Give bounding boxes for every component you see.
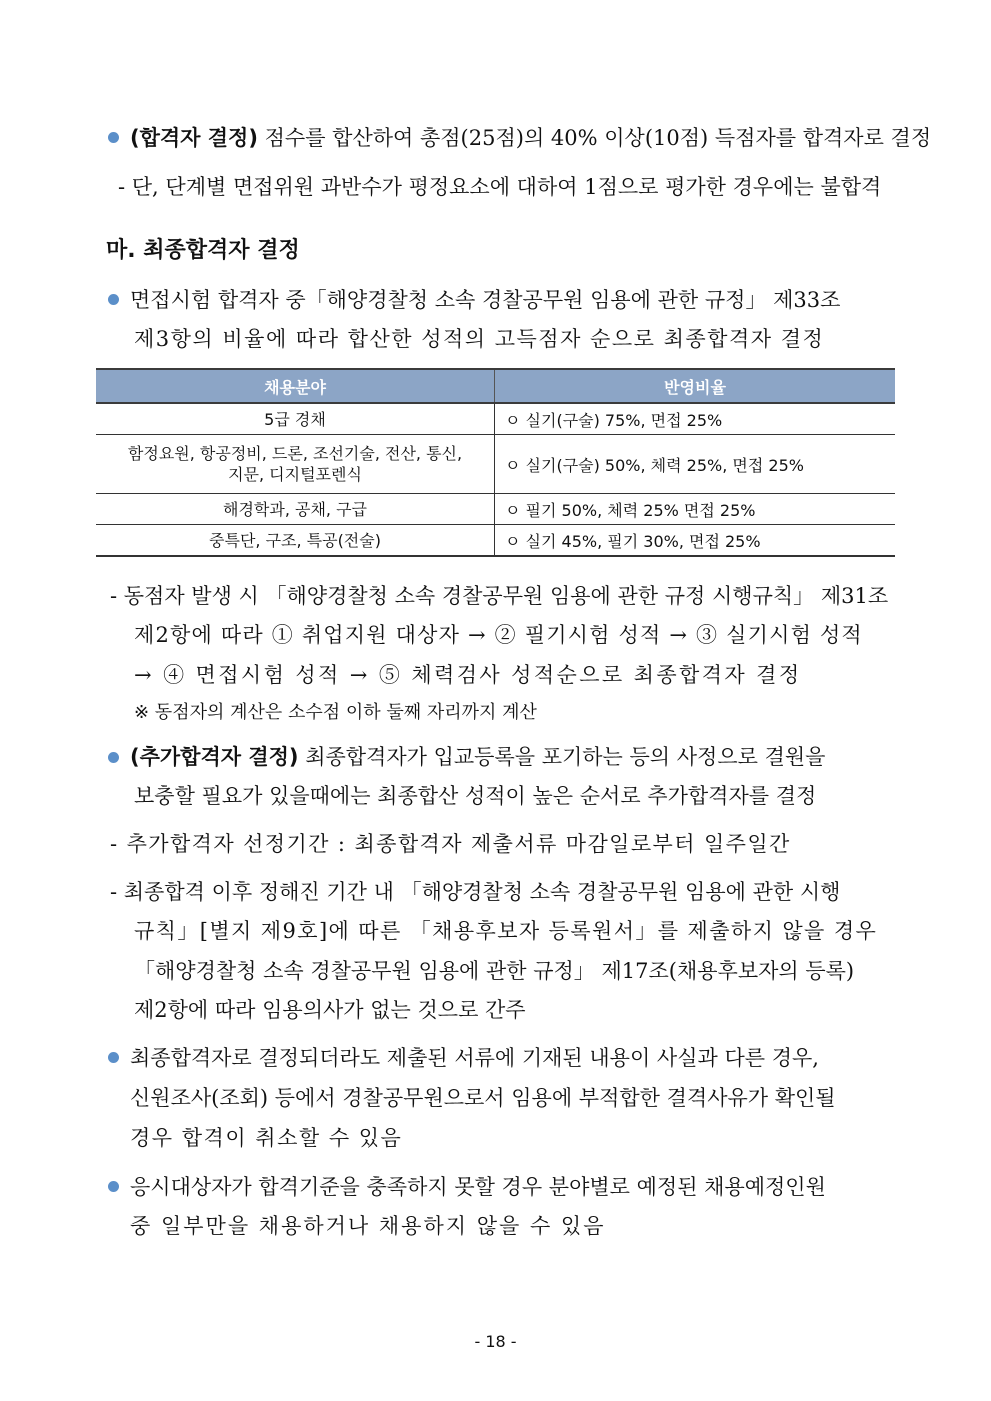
sub-item-registration-line4: 제2항에 따라 임용의사가 없는 것으로 간주: [134, 998, 526, 1022]
table-cell-field-line: 지문, 디지털포렌식: [228, 465, 362, 484]
paragraph-label: (추가합격자 결정): [130, 745, 299, 769]
page-number: - 18 -: [474, 1332, 517, 1351]
paragraph-final-line2: 제3항의 비율에 따라 합산한 성적의 고득점자 순으로 최종합격자 결정: [134, 327, 825, 351]
table-cell-ratio: ㅇ 실기(구술) 75%, 면접 25%: [495, 403, 896, 435]
sub-item-registration-line3: 「해양경찰청 소속 경찰공무원 임용에 관한 규정」 제17조(채용후보자의 등록): [134, 959, 855, 983]
table-row: [96, 403, 895, 435]
paragraph-partial-hiring-line1: 응시대상자가 합격기준을 충족하지 못할 경우 분야별로 예정된 채용예정인원: [130, 1175, 826, 1199]
paragraph-disqualification-line2: 신원조사(조회) 등에서 경찰공무원으로서 임용에 부적합한 결격사유가 확인될: [130, 1086, 836, 1110]
tie-rule-line3: → ④ 면접시험 성적 → ⑤ 체력검사 성적순으로 최종합격자 결정: [134, 663, 802, 687]
table-cell-field: 5급 경채: [96, 403, 495, 435]
paragraph-partial-hiring-line2: 중 일부만을 채용하거나 채용하지 않을 수 있음: [130, 1214, 606, 1238]
bullet-icon: [108, 752, 119, 763]
bullet-icon: [108, 294, 119, 305]
table-cell-field: 해경학과, 공채, 구급: [96, 494, 495, 525]
table-cell-ratio: ㅇ 실기 45%, 필기 30%, 면접 25%: [495, 525, 896, 557]
tie-rule-line1: - 동점자 발생 시 「해양경찰청 소속 경찰공무원 임용에 관한 규정 시행규칙」 제31조: [110, 584, 889, 608]
table-cell-field: 중특단, 구조, 특공(전술): [96, 525, 495, 557]
bullet-icon: [108, 1181, 119, 1192]
table-cell-ratio: ㅇ 실기(구술) 50%, 체력 25%, 면접 25%: [495, 435, 896, 494]
paragraph-pass-decision: [130, 123, 931, 153]
paragraph-text: 최종합격자가 입교등록을 포기하는 등의 사정으로 결원을: [305, 745, 826, 769]
table-cell-ratio: ㅇ 필기 50%, 체력 25% 면접 25%: [495, 494, 896, 525]
bullet-icon: [108, 132, 119, 143]
tie-rule-note: ※ 동점자의 계산은 소수점 이하 둘째 자리까지 계산: [134, 702, 537, 723]
paragraph-disqualification-line1: 최종합격자로 결정되더라도 제출된 서류에 기재된 내용이 사실과 다른 경우,: [130, 1046, 819, 1070]
paragraph-final-line1: 면접시험 합격자 중「해양경찰청 소속 경찰공무원 임용에 관한 규정」 제33조: [130, 288, 841, 312]
tie-rule-line2: 제2항에 따라 ① 취업지원 대상자 → ② 필기시험 성적 → ③ 실기시험 성적: [134, 623, 863, 647]
paragraph-additional-line2: 보충할 필요가 있을때에는 최종합산 성적이 높은 순서로 추가합격자를 결정: [134, 784, 817, 808]
table-header-field: 채용분야: [96, 369, 495, 403]
table-header-ratio: 반영비율: [495, 369, 896, 403]
ratio-table: [96, 368, 895, 557]
sub-item-fail-condition: - 단, 단계별 면접위원 과반수가 평정요소에 대하여 1점으로 평가한 경우에는 불합격: [118, 175, 882, 199]
table-cell-field-line: 함정요원, 항공정비, 드론, 조선기술, 전산, 통신,: [127, 444, 463, 463]
paragraph-disqualification-line3: 경우 합격이 취소할 수 있음: [130, 1126, 403, 1150]
paragraph-additional-line1: [130, 742, 825, 772]
table-row: [96, 525, 895, 557]
sub-item-registration-line2: 규칙」[별지 제9호]에 따른 「채용후보자 등록원서」를 제출하지 않을 경우: [134, 919, 878, 943]
paragraph-text: 점수를 합산하여 총점(25점)의 40% 이상(10점) 득점자를 합격자로 결정: [264, 126, 932, 150]
section-heading: 마. 최종합격자 결정: [106, 238, 300, 263]
paragraph-label: (합격자 결정): [130, 126, 258, 150]
table-row: [96, 435, 895, 494]
sub-item-selection-period: - 추가합격자 선정기간 : 최종합격자 제출서류 마감일로부터 일주일간: [110, 832, 791, 856]
bullet-icon: [108, 1052, 119, 1063]
sub-item-registration-line1: - 최종합격 이후 정해진 기간 내 「해양경찰청 소속 경찰공무원 임용에 관한 시행: [110, 880, 841, 904]
table-row: [96, 494, 895, 525]
table-cell-field: [96, 435, 495, 494]
table-header-row: [96, 369, 895, 403]
